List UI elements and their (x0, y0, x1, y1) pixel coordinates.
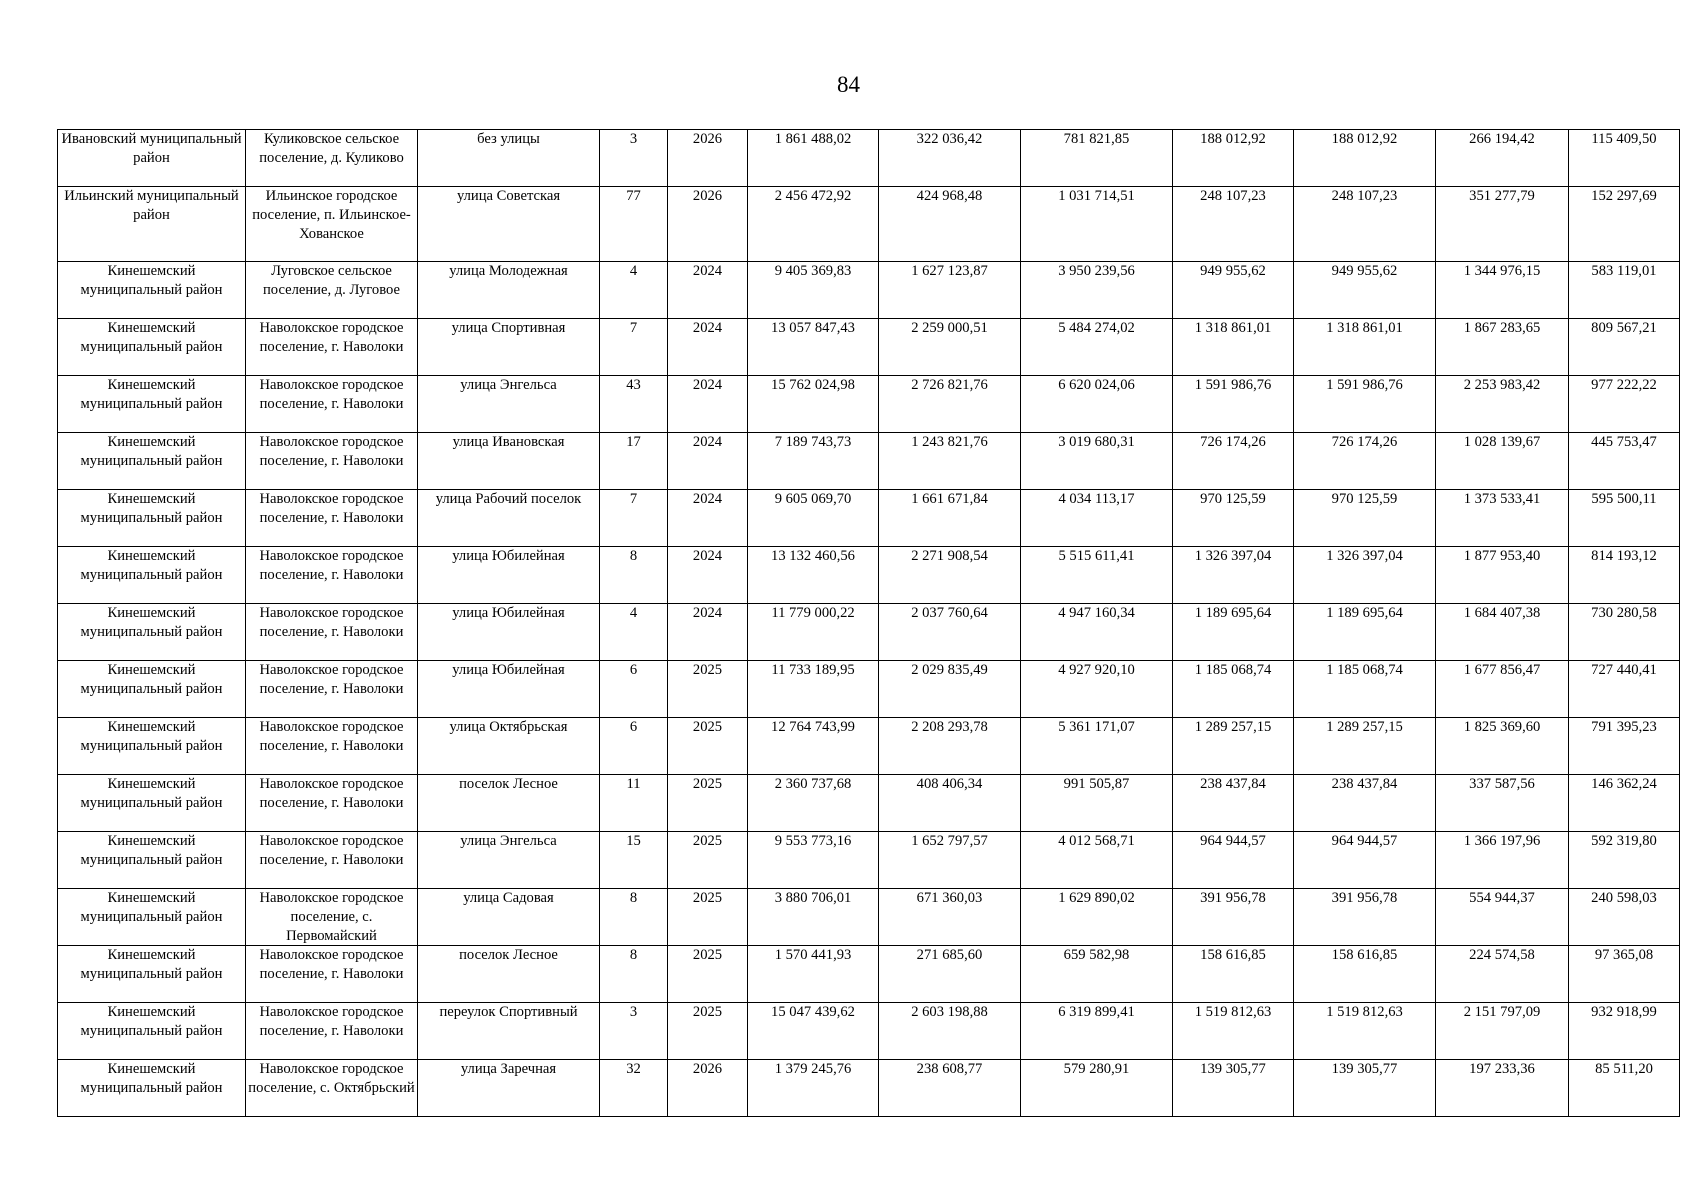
page-number: 84 (837, 72, 860, 97)
cost-column-5-cell: 1 028 139,67 (1436, 433, 1569, 490)
cost-column-1-cell: 2 259 000,51 (879, 319, 1021, 376)
cost-column-1-cell: 2 037 760,64 (879, 604, 1021, 661)
table-row (58, 946, 1680, 1003)
cost-column-6-cell: 592 319,80 (1569, 832, 1680, 889)
cost-column-3-cell: 1 189 695,64 (1173, 604, 1294, 661)
cost-column-5-cell: 1 344 976,15 (1436, 262, 1569, 319)
street-cell: переулок Спортивный (418, 1003, 600, 1060)
cost-column-5-cell: 1 825 369,60 (1436, 718, 1569, 775)
cost-column-4-cell: 1 326 397,04 (1294, 547, 1436, 604)
district-cell: Кинешемский муниципальный район (58, 832, 246, 889)
cost-column-2-cell: 1 629 890,02 (1021, 889, 1173, 946)
cost-column-6-cell: 97 365,08 (1569, 946, 1680, 1003)
settlement-cell: Наволокское городское поселение, г. Наволоки (246, 946, 418, 1003)
settlement-cell: Наволокское городское поселение, с. Октябрьский (246, 1060, 418, 1117)
year-cell: 2026 (668, 1060, 748, 1117)
cost-column-2-cell: 6 319 899,41 (1021, 1003, 1173, 1060)
house-number-cell: 8 (600, 547, 668, 604)
cost-column-2-cell: 4 034 113,17 (1021, 490, 1173, 547)
cost-column-3-cell: 726 174,26 (1173, 433, 1294, 490)
cost-column-3-cell: 1 289 257,15 (1173, 718, 1294, 775)
cost-column-1-cell: 2 726 821,76 (879, 376, 1021, 433)
house-number-cell: 7 (600, 319, 668, 376)
cost-column-5-cell: 2 151 797,09 (1436, 1003, 1569, 1060)
table-row (58, 187, 1680, 262)
house-number-cell: 43 (600, 376, 668, 433)
settlement-cell: Наволокское городское поселение, г. Наволоки (246, 1003, 418, 1060)
table-row (58, 775, 1680, 832)
year-cell: 2025 (668, 889, 748, 946)
street-cell: улица Октябрьская (418, 718, 600, 775)
table-row (58, 832, 1680, 889)
cost-column-3-cell: 248 107,23 (1173, 187, 1294, 262)
cost-column-4-cell: 158 616,85 (1294, 946, 1436, 1003)
cost-column-1-cell: 2 271 908,54 (879, 547, 1021, 604)
district-cell: Кинешемский муниципальный район (58, 718, 246, 775)
house-number-cell: 11 (600, 775, 668, 832)
cost-column-1-cell: 322 036,42 (879, 130, 1021, 187)
total-cost-cell: 1 570 441,93 (748, 946, 879, 1003)
cost-column-1-cell: 2 208 293,78 (879, 718, 1021, 775)
settlement-cell: Куликовское сельское поселение, д. Куликово (246, 130, 418, 187)
table-row (58, 130, 1680, 187)
table-row (58, 718, 1680, 775)
cost-column-6-cell: 115 409,50 (1569, 130, 1680, 187)
total-cost-cell: 9 553 773,16 (748, 832, 879, 889)
district-cell: Кинешемский муниципальный район (58, 547, 246, 604)
street-cell: улица Заречная (418, 1060, 600, 1117)
cost-column-2-cell: 5 484 274,02 (1021, 319, 1173, 376)
table-row (58, 547, 1680, 604)
cost-column-4-cell: 188 012,92 (1294, 130, 1436, 187)
cost-column-2-cell: 5 361 171,07 (1021, 718, 1173, 775)
cost-column-3-cell: 238 437,84 (1173, 775, 1294, 832)
table-row (58, 1003, 1680, 1060)
street-cell: поселок Лесное (418, 946, 600, 1003)
cost-column-4-cell: 1 189 695,64 (1294, 604, 1436, 661)
year-cell: 2025 (668, 718, 748, 775)
total-cost-cell: 13 057 847,43 (748, 319, 879, 376)
total-cost-cell: 11 733 189,95 (748, 661, 879, 718)
street-cell: улица Молодежная (418, 262, 600, 319)
cost-column-5-cell: 351 277,79 (1436, 187, 1569, 262)
year-cell: 2024 (668, 376, 748, 433)
settlement-cell: Наволокское городское поселение, г. Наволоки (246, 718, 418, 775)
cost-column-6-cell: 814 193,12 (1569, 547, 1680, 604)
cost-column-2-cell: 659 582,98 (1021, 946, 1173, 1003)
year-cell: 2024 (668, 604, 748, 661)
street-cell: улица Юбилейная (418, 661, 600, 718)
table-row (58, 433, 1680, 490)
cost-column-5-cell: 1 366 197,96 (1436, 832, 1569, 889)
settlement-cell: Ильинское городское поселение, п. Ильинское- Хованское (246, 187, 418, 262)
cost-column-6-cell: 85 511,20 (1569, 1060, 1680, 1117)
cost-column-4-cell: 1 185 068,74 (1294, 661, 1436, 718)
cost-column-2-cell: 3 950 239,56 (1021, 262, 1173, 319)
cost-column-3-cell: 158 616,85 (1173, 946, 1294, 1003)
cost-column-5-cell: 337 587,56 (1436, 775, 1569, 832)
cost-column-4-cell: 391 956,78 (1294, 889, 1436, 946)
cost-column-4-cell: 970 125,59 (1294, 490, 1436, 547)
house-number-cell: 3 (600, 1003, 668, 1060)
cost-column-5-cell: 224 574,58 (1436, 946, 1569, 1003)
cost-column-4-cell: 238 437,84 (1294, 775, 1436, 832)
district-cell: Кинешемский муниципальный район (58, 262, 246, 319)
settlement-cell: Наволокское городское поселение, г. Наволоки (246, 433, 418, 490)
cost-column-6-cell: 791 395,23 (1569, 718, 1680, 775)
district-cell: Кинешемский муниципальный район (58, 1060, 246, 1117)
cost-column-1-cell: 1 627 123,87 (879, 262, 1021, 319)
house-number-cell: 3 (600, 130, 668, 187)
table-row (58, 490, 1680, 547)
cost-column-5-cell: 266 194,42 (1436, 130, 1569, 187)
district-cell: Кинешемский муниципальный район (58, 433, 246, 490)
cost-column-3-cell: 964 944,57 (1173, 832, 1294, 889)
cost-column-3-cell: 949 955,62 (1173, 262, 1294, 319)
total-cost-cell: 11 779 000,22 (748, 604, 879, 661)
cost-column-1-cell: 2 029 835,49 (879, 661, 1021, 718)
settlement-cell: Наволокское городское поселение, с. Первомайский (246, 889, 418, 946)
street-cell: улица Энгельса (418, 376, 600, 433)
house-number-cell: 15 (600, 832, 668, 889)
house-number-cell: 8 (600, 889, 668, 946)
table-row (58, 889, 1680, 946)
cost-column-6-cell: 146 362,24 (1569, 775, 1680, 832)
cost-column-6-cell: 445 753,47 (1569, 433, 1680, 490)
cost-column-6-cell: 730 280,58 (1569, 604, 1680, 661)
table-row (58, 262, 1680, 319)
cost-column-5-cell: 1 684 407,38 (1436, 604, 1569, 661)
street-cell: без улицы (418, 130, 600, 187)
table-row (58, 1060, 1680, 1117)
street-cell: улица Ивановская (418, 433, 600, 490)
settlement-cell: Наволокское городское поселение, г. Наволоки (246, 775, 418, 832)
total-cost-cell: 1 379 245,76 (748, 1060, 879, 1117)
cost-column-2-cell: 1 031 714,51 (1021, 187, 1173, 262)
cost-column-4-cell: 1 519 812,63 (1294, 1003, 1436, 1060)
cost-column-4-cell: 1 591 986,76 (1294, 376, 1436, 433)
settlement-cell: Наволокское городское поселение, г. Наволоки (246, 490, 418, 547)
cost-column-2-cell: 6 620 024,06 (1021, 376, 1173, 433)
cost-column-3-cell: 1 318 861,01 (1173, 319, 1294, 376)
cost-column-1-cell: 238 608,77 (879, 1060, 1021, 1117)
settlement-cell: Наволокское городское поселение, г. Наволоки (246, 604, 418, 661)
total-cost-cell: 2 456 472,92 (748, 187, 879, 262)
cost-column-1-cell: 271 685,60 (879, 946, 1021, 1003)
district-cell: Кинешемский муниципальный район (58, 319, 246, 376)
cost-column-1-cell: 1 661 671,84 (879, 490, 1021, 547)
house-number-cell: 4 (600, 604, 668, 661)
house-number-cell: 6 (600, 661, 668, 718)
year-cell: 2024 (668, 547, 748, 604)
settlement-cell: Наволокское городское поселение, г. Наволоки (246, 547, 418, 604)
total-cost-cell: 15 047 439,62 (748, 1003, 879, 1060)
settlement-cell: Луговское сельское поселение, д. Луговое (246, 262, 418, 319)
cost-column-5-cell: 1 373 533,41 (1436, 490, 1569, 547)
cost-column-3-cell: 188 012,92 (1173, 130, 1294, 187)
cost-column-4-cell: 1 318 861,01 (1294, 319, 1436, 376)
cost-column-6-cell: 932 918,99 (1569, 1003, 1680, 1060)
cost-column-3-cell: 139 305,77 (1173, 1060, 1294, 1117)
cost-column-1-cell: 408 406,34 (879, 775, 1021, 832)
house-number-cell: 4 (600, 262, 668, 319)
cost-column-5-cell: 1 677 856,47 (1436, 661, 1569, 718)
year-cell: 2025 (668, 661, 748, 718)
cost-column-1-cell: 1 243 821,76 (879, 433, 1021, 490)
cost-column-4-cell: 949 955,62 (1294, 262, 1436, 319)
total-cost-cell: 15 762 024,98 (748, 376, 879, 433)
street-cell: улица Садовая (418, 889, 600, 946)
street-cell: улица Рабочий поселок (418, 490, 600, 547)
cost-column-1-cell: 1 652 797,57 (879, 832, 1021, 889)
cost-column-2-cell: 4 012 568,71 (1021, 832, 1173, 889)
district-cell: Кинешемский муниципальный район (58, 661, 246, 718)
year-cell: 2025 (668, 775, 748, 832)
cost-column-6-cell: 583 119,01 (1569, 262, 1680, 319)
district-cell: Кинешемский муниципальный район (58, 376, 246, 433)
year-cell: 2024 (668, 433, 748, 490)
cost-column-6-cell: 152 297,69 (1569, 187, 1680, 262)
cost-column-4-cell: 139 305,77 (1294, 1060, 1436, 1117)
street-cell: улица Энгельса (418, 832, 600, 889)
year-cell: 2026 (668, 187, 748, 262)
cost-column-6-cell: 977 222,22 (1569, 376, 1680, 433)
cost-column-2-cell: 3 019 680,31 (1021, 433, 1173, 490)
cost-column-3-cell: 1 326 397,04 (1173, 547, 1294, 604)
year-cell: 2025 (668, 946, 748, 1003)
street-cell: улица Юбилейная (418, 604, 600, 661)
cost-column-4-cell: 248 107,23 (1294, 187, 1436, 262)
total-cost-cell: 7 189 743,73 (748, 433, 879, 490)
settlement-cell: Наволокское городское поселение, г. Наволоки (246, 376, 418, 433)
cost-column-5-cell: 1 867 283,65 (1436, 319, 1569, 376)
district-cell: Кинешемский муниципальный район (58, 490, 246, 547)
district-cell: Кинешемский муниципальный район (58, 946, 246, 1003)
cost-column-3-cell: 1 519 812,63 (1173, 1003, 1294, 1060)
cost-column-1-cell: 2 603 198,88 (879, 1003, 1021, 1060)
district-cell: Ивановский муниципальный район (58, 130, 246, 187)
year-cell: 2026 (668, 130, 748, 187)
cost-column-3-cell: 1 185 068,74 (1173, 661, 1294, 718)
house-number-cell: 32 (600, 1060, 668, 1117)
district-cell: Кинешемский муниципальный район (58, 604, 246, 661)
table-row (58, 376, 1680, 433)
settlement-cell: Наволокское городское поселение, г. Наволоки (246, 661, 418, 718)
district-cell: Кинешемский муниципальный район (58, 1003, 246, 1060)
total-cost-cell: 1 861 488,02 (748, 130, 879, 187)
cost-column-1-cell: 671 360,03 (879, 889, 1021, 946)
repair-schedule-table (57, 129, 1680, 1117)
year-cell: 2024 (668, 319, 748, 376)
cost-column-6-cell: 727 440,41 (1569, 661, 1680, 718)
cost-column-1-cell: 424 968,48 (879, 187, 1021, 262)
year-cell: 2025 (668, 832, 748, 889)
district-cell: Ильинский муниципальный район (58, 187, 246, 262)
year-cell: 2024 (668, 262, 748, 319)
cost-column-4-cell: 726 174,26 (1294, 433, 1436, 490)
year-cell: 2025 (668, 1003, 748, 1060)
total-cost-cell: 9 605 069,70 (748, 490, 879, 547)
cost-column-4-cell: 1 289 257,15 (1294, 718, 1436, 775)
cost-column-5-cell: 554 944,37 (1436, 889, 1569, 946)
cost-column-5-cell: 1 877 953,40 (1436, 547, 1569, 604)
district-cell: Кинешемский муниципальный район (58, 775, 246, 832)
cost-column-5-cell: 197 233,36 (1436, 1060, 1569, 1117)
cost-column-3-cell: 970 125,59 (1173, 490, 1294, 547)
cost-column-2-cell: 5 515 611,41 (1021, 547, 1173, 604)
cost-column-6-cell: 240 598,03 (1569, 889, 1680, 946)
cost-column-3-cell: 1 591 986,76 (1173, 376, 1294, 433)
settlement-cell: Наволокское городское поселение, г. Наволоки (246, 319, 418, 376)
cost-column-2-cell: 991 505,87 (1021, 775, 1173, 832)
street-cell: улица Спортивная (418, 319, 600, 376)
total-cost-cell: 13 132 460,56 (748, 547, 879, 604)
settlement-cell: Наволокское городское поселение, г. Наволоки (246, 832, 418, 889)
cost-column-3-cell: 391 956,78 (1173, 889, 1294, 946)
cost-column-6-cell: 809 567,21 (1569, 319, 1680, 376)
street-cell: поселок Лесное (418, 775, 600, 832)
street-cell: улица Советская (418, 187, 600, 262)
table-row (58, 661, 1680, 718)
street-cell: улица Юбилейная (418, 547, 600, 604)
house-number-cell: 17 (600, 433, 668, 490)
year-cell: 2024 (668, 490, 748, 547)
total-cost-cell: 12 764 743,99 (748, 718, 879, 775)
house-number-cell: 7 (600, 490, 668, 547)
district-cell: Кинешемский муниципальный район (58, 889, 246, 946)
cost-column-6-cell: 595 500,11 (1569, 490, 1680, 547)
table-row (58, 604, 1680, 661)
total-cost-cell: 3 880 706,01 (748, 889, 879, 946)
cost-column-4-cell: 964 944,57 (1294, 832, 1436, 889)
total-cost-cell: 2 360 737,68 (748, 775, 879, 832)
cost-column-2-cell: 4 927 920,10 (1021, 661, 1173, 718)
cost-column-2-cell: 781 821,85 (1021, 130, 1173, 187)
total-cost-cell: 9 405 369,83 (748, 262, 879, 319)
cost-column-2-cell: 579 280,91 (1021, 1060, 1173, 1117)
house-number-cell: 6 (600, 718, 668, 775)
cost-column-2-cell: 4 947 160,34 (1021, 604, 1173, 661)
house-number-cell: 77 (600, 187, 668, 262)
table-row (58, 319, 1680, 376)
table-body (58, 130, 1680, 1117)
house-number-cell: 8 (600, 946, 668, 1003)
cost-column-5-cell: 2 253 983,42 (1436, 376, 1569, 433)
